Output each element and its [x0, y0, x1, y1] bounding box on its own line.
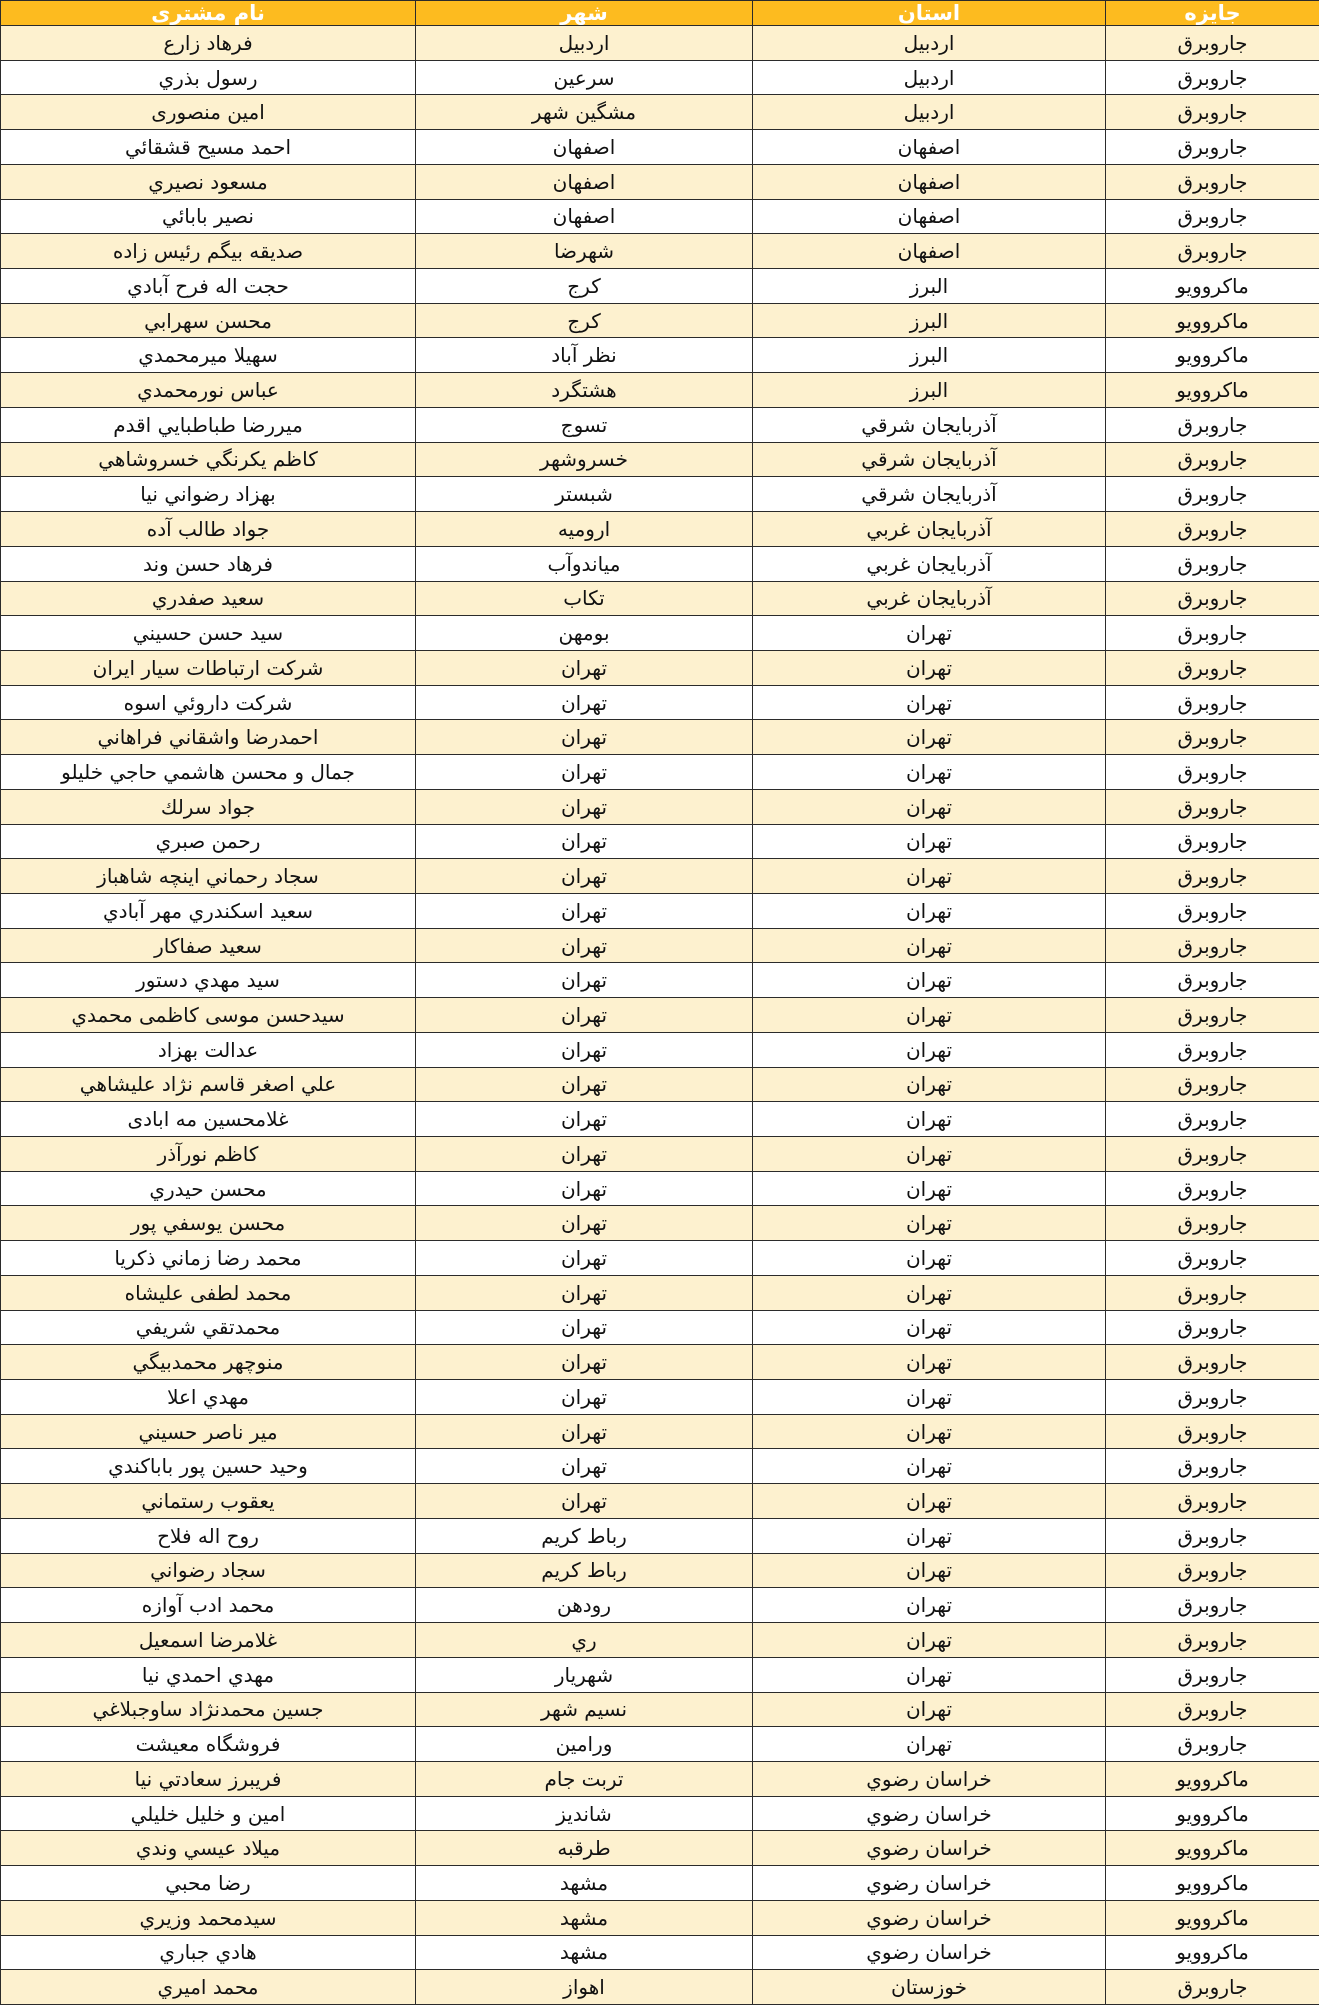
province-cell: تهران [753, 1102, 1106, 1137]
province-cell: تهران [753, 928, 1106, 963]
province-cell: تهران [753, 1345, 1106, 1380]
customer-name-cell: فريبرز سعادتي نيا [1, 1761, 416, 1796]
customer-name-cell: محمد رضا زماني ذكريا [1, 1241, 416, 1276]
province-cell: تهران [753, 893, 1106, 928]
city-cell: شبستر [416, 477, 753, 512]
table-row [1, 1449, 1319, 1484]
province-cell: تهران [753, 789, 1106, 824]
customer-name-cell: شركت ارتباطات سيار ايران [1, 650, 416, 685]
province-cell: آذربايجان غربي [753, 546, 1106, 581]
customer-name-cell: سعيد اسكندري مهر آبادي [1, 893, 416, 928]
customer-name-cell: جمال و محسن هاشمي حاجي خليلو [1, 755, 416, 790]
header-prize: جایزه [1106, 1, 1319, 26]
city-cell: اهواز [416, 1970, 753, 2005]
prize-cell: جاروبرق [1106, 1414, 1319, 1449]
table-row [1, 1623, 1319, 1658]
customer-name-cell: صديقه بيگم رئيس زاده [1, 234, 416, 269]
city-cell: نظر آباد [416, 338, 753, 373]
prize-cell: جاروبرق [1106, 1623, 1319, 1658]
customer-name-cell: مسعود نصيري [1, 164, 416, 199]
table-row [1, 199, 1319, 234]
table-row [1, 1275, 1319, 1310]
prize-cell: جاروبرق [1106, 998, 1319, 1033]
prize-cell: جاروبرق [1106, 1032, 1319, 1067]
table-row [1, 407, 1319, 442]
city-cell: تربت جام [416, 1761, 753, 1796]
prize-cell: جاروبرق [1106, 60, 1319, 95]
prize-cell: ماكروويو [1106, 269, 1319, 304]
table-row [1, 998, 1319, 1033]
province-cell: آذربايجان غربي [753, 512, 1106, 547]
customer-name-cell: مير ناصر حسيني [1, 1414, 416, 1449]
table-row [1, 234, 1319, 269]
customer-name-cell: روح اله فلاح [1, 1518, 416, 1553]
table-row [1, 442, 1319, 477]
province-cell: آذربايجان شرقي [753, 477, 1106, 512]
province-cell: تهران [753, 650, 1106, 685]
city-cell: نسيم شهر [416, 1692, 753, 1727]
table-row [1, 164, 1319, 199]
province-cell: تهران [753, 1275, 1106, 1310]
customer-name-cell: سيدمحمد وزيري [1, 1900, 416, 1935]
province-cell: تهران [753, 1657, 1106, 1692]
province-cell: تهران [753, 1623, 1106, 1658]
prize-cell: جاروبرق [1106, 928, 1319, 963]
table-row [1, 824, 1319, 859]
table-row [1, 1067, 1319, 1102]
customer-name-cell: سيد حسن حسيني [1, 616, 416, 651]
customer-name-cell: علي اصغر قاسم نژاد عليشاهي [1, 1067, 416, 1102]
city-cell: تهران [416, 859, 753, 894]
table-row [1, 1345, 1319, 1380]
customer-name-cell: شركت داروئي اسوه [1, 685, 416, 720]
province-cell: تهران [753, 1032, 1106, 1067]
city-cell: تهران [416, 650, 753, 685]
prize-cell: جاروبرق [1106, 477, 1319, 512]
table-row [1, 789, 1319, 824]
table-row [1, 928, 1319, 963]
customer-name-cell: سجاد رضواني [1, 1553, 416, 1588]
prize-cell: جاروبرق [1106, 1692, 1319, 1727]
prize-cell: جاروبرق [1106, 1553, 1319, 1588]
table-row [1, 546, 1319, 581]
city-cell: رباط كريم [416, 1553, 753, 1588]
table-row [1, 477, 1319, 512]
province-cell: تهران [753, 859, 1106, 894]
prize-cell: جاروبرق [1106, 720, 1319, 755]
table-row [1, 1970, 1319, 2005]
customer-name-cell: كاظم يكرنگي خسروشاهي [1, 442, 416, 477]
customer-name-cell: محمد ادب آوازه [1, 1588, 416, 1623]
province-cell: تهران [753, 1414, 1106, 1449]
city-cell: تهران [416, 1449, 753, 1484]
prize-cell: جاروبرق [1106, 26, 1319, 61]
prize-cell: ماكروويو [1106, 1796, 1319, 1831]
province-cell: خراسان رضوي [753, 1866, 1106, 1901]
customer-name-cell: رسول بذري [1, 60, 416, 95]
prize-cell: جاروبرق [1106, 650, 1319, 685]
province-cell: خراسان رضوي [753, 1796, 1106, 1831]
table-row [1, 26, 1319, 61]
prize-cell: ماكروويو [1106, 1761, 1319, 1796]
city-cell: اصفهان [416, 199, 753, 234]
city-cell: تهران [416, 1275, 753, 1310]
prize-cell: جاروبرق [1106, 1206, 1319, 1241]
customer-name-cell: محسن حيدري [1, 1171, 416, 1206]
province-cell: البرز [753, 303, 1106, 338]
city-cell: تهران [416, 685, 753, 720]
province-cell: تهران [753, 1380, 1106, 1415]
province-cell: خراسان رضوي [753, 1935, 1106, 1970]
province-cell: اصفهان [753, 164, 1106, 199]
customer-name-cell: جسين محمدنژاد ساوجبلاغي [1, 1692, 416, 1727]
header-customer-name: نام مشتری [1, 1, 416, 26]
city-cell: تهران [416, 1206, 753, 1241]
city-cell: اصفهان [416, 130, 753, 165]
city-cell: ري [416, 1623, 753, 1658]
table-row [1, 1588, 1319, 1623]
city-cell: تكاب [416, 581, 753, 616]
table-header-row [1, 1, 1319, 26]
customer-name-cell: احمد مسيح قشقائي [1, 130, 416, 165]
province-cell: اصفهان [753, 199, 1106, 234]
province-cell: آذربايجان شرقي [753, 407, 1106, 442]
city-cell: تهران [416, 928, 753, 963]
city-cell: تهران [416, 1067, 753, 1102]
customer-name-cell: جواد طالب آده [1, 512, 416, 547]
prize-cell: ماكروويو [1106, 1831, 1319, 1866]
customer-name-cell: غلامحسين مه ابادی [1, 1102, 416, 1137]
table-row [1, 1657, 1319, 1692]
city-cell: تهران [416, 963, 753, 998]
table-row [1, 1935, 1319, 1970]
prize-cell: جاروبرق [1106, 130, 1319, 165]
prize-cell: جاروبرق [1106, 407, 1319, 442]
province-cell: تهران [753, 824, 1106, 859]
prize-cell: جاروبرق [1106, 824, 1319, 859]
customer-name-cell: سهيلا ميرمحمدي [1, 338, 416, 373]
province-cell: تهران [753, 1310, 1106, 1345]
city-cell: رودهن [416, 1588, 753, 1623]
city-cell: سرعين [416, 60, 753, 95]
province-cell: البرز [753, 373, 1106, 408]
table-row [1, 1692, 1319, 1727]
customer-name-cell: محمدتقي شريفي [1, 1310, 416, 1345]
province-cell: تهران [753, 1518, 1106, 1553]
city-cell: شانديز [416, 1796, 753, 1831]
city-cell: تهران [416, 1380, 753, 1415]
table-row [1, 1727, 1319, 1762]
province-cell: اردبيل [753, 60, 1106, 95]
customer-name-cell: سعيد صفاكار [1, 928, 416, 963]
province-cell: اردبيل [753, 95, 1106, 130]
table-row [1, 1032, 1319, 1067]
table-row [1, 303, 1319, 338]
prize-cell: جاروبرق [1106, 1310, 1319, 1345]
table-row [1, 95, 1319, 130]
prize-cell: جاروبرق [1106, 512, 1319, 547]
city-cell: هشتگرد [416, 373, 753, 408]
table-row [1, 963, 1319, 998]
prize-cell: جاروبرق [1106, 164, 1319, 199]
prize-cell: جاروبرق [1106, 1449, 1319, 1484]
customer-name-cell: محمد لطفى عليشاه [1, 1275, 416, 1310]
province-cell: تهران [753, 616, 1106, 651]
prize-cell: ماكروويو [1106, 1935, 1319, 1970]
city-cell: ورامين [416, 1727, 753, 1762]
city-cell: مشهد [416, 1935, 753, 1970]
table-row [1, 1518, 1319, 1553]
province-cell: تهران [753, 755, 1106, 790]
prize-cell: جاروبرق [1106, 1970, 1319, 2005]
table-row [1, 859, 1319, 894]
province-cell: تهران [753, 1553, 1106, 1588]
customer-name-cell: غلامرضا اسمعيل [1, 1623, 416, 1658]
city-cell: تهران [416, 1137, 753, 1172]
province-cell: تهران [753, 1241, 1106, 1276]
table-row [1, 1171, 1319, 1206]
prize-cell: جاروبرق [1106, 616, 1319, 651]
prize-cell: جاروبرق [1106, 1345, 1319, 1380]
province-cell: تهران [753, 1692, 1106, 1727]
province-cell: تهران [753, 1171, 1106, 1206]
city-cell: اروميه [416, 512, 753, 547]
city-cell: بومهن [416, 616, 753, 651]
customer-name-cell: مهدي احمدي نيا [1, 1657, 416, 1692]
province-cell: تهران [753, 685, 1106, 720]
city-cell: اردبيل [416, 26, 753, 61]
customer-name-cell: منوچهر محمدبيگي [1, 1345, 416, 1380]
prize-cell: ماكروويو [1106, 1866, 1319, 1901]
table-row [1, 1137, 1319, 1172]
customer-name-cell: رضا محبي [1, 1866, 416, 1901]
province-cell: اردبيل [753, 26, 1106, 61]
province-cell: آذربايجان شرقي [753, 442, 1106, 477]
customer-name-cell: فرهاد حسن وند [1, 546, 416, 581]
table-row [1, 1241, 1319, 1276]
prize-cell: جاروبرق [1106, 963, 1319, 998]
table-row [1, 616, 1319, 651]
customer-name-cell: محمد اميري [1, 1970, 416, 2005]
customer-name-cell: وحيد حسين پور باباكندي [1, 1449, 416, 1484]
customer-name-cell: فرهاد زارع [1, 26, 416, 61]
table-row [1, 1102, 1319, 1137]
city-cell: مياندوآب [416, 546, 753, 581]
city-cell: تهران [416, 1345, 753, 1380]
customer-name-cell: احمدرضا واشقاني فراهاني [1, 720, 416, 755]
customer-name-cell: بهزاد رضواني نيا [1, 477, 416, 512]
city-cell: طرقبه [416, 1831, 753, 1866]
customer-name-cell: محسن سهرابي [1, 303, 416, 338]
province-cell: تهران [753, 963, 1106, 998]
table-row [1, 373, 1319, 408]
province-cell: خوزستان [753, 1970, 1106, 2005]
prize-cell: جاروبرق [1106, 1727, 1319, 1762]
table-row [1, 1206, 1319, 1241]
province-cell: تهران [753, 1206, 1106, 1241]
customer-name-cell: سيد مهدي دستور [1, 963, 416, 998]
table-row [1, 1380, 1319, 1415]
prize-cell: جاروبرق [1106, 1588, 1319, 1623]
prize-cell: ماكروويو [1106, 303, 1319, 338]
table-row [1, 1414, 1319, 1449]
city-cell: تهران [416, 1241, 753, 1276]
city-cell: تهران [416, 1171, 753, 1206]
prize-cell: جاروبرق [1106, 1275, 1319, 1310]
prize-cell: جاروبرق [1106, 685, 1319, 720]
customer-name-cell: يعقوب رستماني [1, 1484, 416, 1519]
prize-cell: ماكروويو [1106, 373, 1319, 408]
customer-name-cell: كاظم نورآذر [1, 1137, 416, 1172]
customer-name-cell: ميررضا طباطبايي اقدم [1, 407, 416, 442]
customer-name-cell: سيدحسن موسى كاظمى محمدي [1, 998, 416, 1033]
prize-cell: جاروبرق [1106, 546, 1319, 581]
table-row [1, 650, 1319, 685]
table-row [1, 1761, 1319, 1796]
table-row [1, 685, 1319, 720]
city-cell: تهران [416, 1032, 753, 1067]
customer-name-cell: امين و خليل خليلي [1, 1796, 416, 1831]
city-cell: شهريار [416, 1657, 753, 1692]
table-row [1, 755, 1319, 790]
city-cell: مشهد [416, 1900, 753, 1935]
city-cell: تهران [416, 1484, 753, 1519]
province-cell: البرز [753, 269, 1106, 304]
prize-cell: جاروبرق [1106, 755, 1319, 790]
prize-cell: جاروبرق [1106, 1067, 1319, 1102]
customer-name-cell: نصير بابائي [1, 199, 416, 234]
city-cell: رباط كريم [416, 1518, 753, 1553]
customer-name-cell: رحمن صبري [1, 824, 416, 859]
city-cell: تهران [416, 824, 753, 859]
prize-cell: جاروبرق [1106, 1241, 1319, 1276]
prize-cell: جاروبرق [1106, 199, 1319, 234]
prize-cell: ماكروويو [1106, 338, 1319, 373]
prize-cell: جاروبرق [1106, 95, 1319, 130]
city-cell: تهران [416, 1414, 753, 1449]
table-row [1, 1831, 1319, 1866]
city-cell: مشهد [416, 1866, 753, 1901]
province-cell: خراسان رضوي [753, 1831, 1106, 1866]
table-row [1, 269, 1319, 304]
province-cell: تهران [753, 1727, 1106, 1762]
province-cell: تهران [753, 1484, 1106, 1519]
customer-name-cell: مهدي اعلا [1, 1380, 416, 1415]
city-cell: تهران [416, 789, 753, 824]
city-cell: تهران [416, 893, 753, 928]
table-row [1, 512, 1319, 547]
city-cell: تهران [416, 720, 753, 755]
customer-name-cell: سجاد رحماني اينچه شاهباز [1, 859, 416, 894]
prize-cell: جاروبرق [1106, 234, 1319, 269]
province-cell: البرز [753, 338, 1106, 373]
city-cell: خسروشهر [416, 442, 753, 477]
city-cell: كرج [416, 269, 753, 304]
prize-cell: جاروبرق [1106, 1380, 1319, 1415]
prize-cell: جاروبرق [1106, 789, 1319, 824]
city-cell: تهران [416, 1310, 753, 1345]
city-cell: تهران [416, 998, 753, 1033]
customer-name-cell: عباس نورمحمدي [1, 373, 416, 408]
customer-name-cell: جواد سرلك [1, 789, 416, 824]
city-cell: تهران [416, 755, 753, 790]
table-row [1, 130, 1319, 165]
customer-name-cell: هادي جباري [1, 1935, 416, 1970]
table-row [1, 1553, 1319, 1588]
table-row [1, 720, 1319, 755]
province-cell: اصفهان [753, 234, 1106, 269]
prize-cell: جاروبرق [1106, 1518, 1319, 1553]
province-cell: تهران [753, 720, 1106, 755]
customer-name-cell: سعيد صفدري [1, 581, 416, 616]
prize-cell: جاروبرق [1106, 1484, 1319, 1519]
prize-cell: ماكروويو [1106, 1900, 1319, 1935]
province-cell: اصفهان [753, 130, 1106, 165]
prize-cell: جاروبرق [1106, 581, 1319, 616]
table-body [1, 26, 1319, 2005]
province-cell: تهران [753, 1067, 1106, 1102]
province-cell: خراسان رضوي [753, 1900, 1106, 1935]
province-cell: خراسان رضوي [753, 1761, 1106, 1796]
customer-name-cell: عدالت بهزاد [1, 1032, 416, 1067]
city-cell: اصفهان [416, 164, 753, 199]
table-row [1, 1796, 1319, 1831]
prize-cell: جاروبرق [1106, 1657, 1319, 1692]
table-row [1, 1900, 1319, 1935]
header-city: شهر [416, 1, 753, 26]
table-row [1, 60, 1319, 95]
province-cell: آذربايجان غربي [753, 581, 1106, 616]
customer-name-cell: ميلاد عيسي وندي [1, 1831, 416, 1866]
table-row [1, 1484, 1319, 1519]
province-cell: تهران [753, 1137, 1106, 1172]
province-cell: تهران [753, 1588, 1106, 1623]
table-row [1, 893, 1319, 928]
prize-cell: جاروبرق [1106, 1102, 1319, 1137]
customer-name-cell: فروشگاه معيشت [1, 1727, 416, 1762]
city-cell: كرج [416, 303, 753, 338]
customer-name-cell: امين منصوری [1, 95, 416, 130]
table-row [1, 1866, 1319, 1901]
city-cell: تهران [416, 1102, 753, 1137]
province-cell: تهران [753, 1449, 1106, 1484]
prize-cell: جاروبرق [1106, 1137, 1319, 1172]
prize-cell: جاروبرق [1106, 893, 1319, 928]
prize-cell: جاروبرق [1106, 442, 1319, 477]
customer-name-cell: محسن يوسفي پور [1, 1206, 416, 1241]
city-cell: مشگين شهر [416, 95, 753, 130]
city-cell: تسوج [416, 407, 753, 442]
header-province: استان [753, 1, 1106, 26]
prize-cell: جاروبرق [1106, 1171, 1319, 1206]
customer-name-cell: حجت اله فرح آبادي [1, 269, 416, 304]
table-row [1, 581, 1319, 616]
table-row [1, 1310, 1319, 1345]
prize-cell: جاروبرق [1106, 859, 1319, 894]
province-cell: تهران [753, 998, 1106, 1033]
table-row [1, 338, 1319, 373]
city-cell: شهرضا [416, 234, 753, 269]
